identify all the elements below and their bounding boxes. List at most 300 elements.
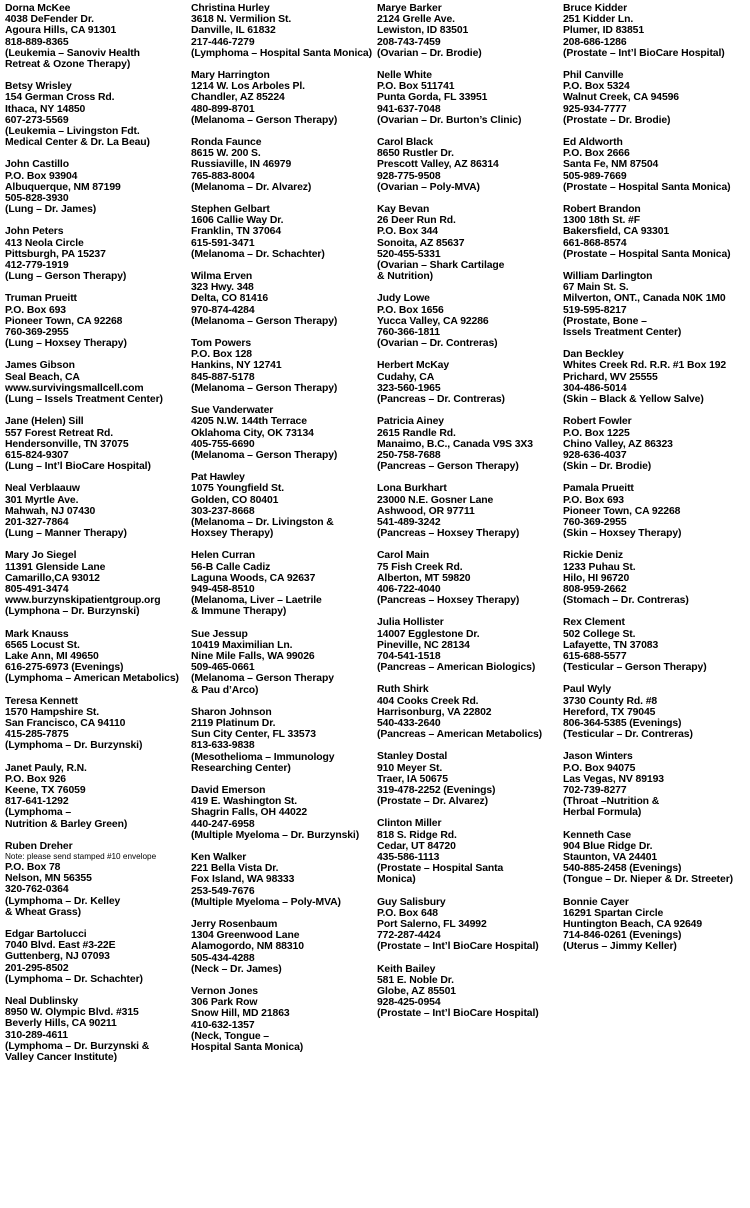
- contact-line: (Lymphona – Dr. Burzynski): [5, 606, 140, 618]
- contact-line: 505-989-7669: [563, 170, 627, 182]
- contact-line: 301 Myrtle Ave.: [5, 494, 79, 506]
- contact-line: 519-595-8217: [563, 304, 627, 316]
- contact-line: Nutrition & Barley Green): [5, 818, 128, 830]
- contact-line: 14007 Egglestone Dr.: [377, 628, 480, 640]
- contact-line: Plumer, ID 83851: [563, 25, 644, 37]
- contact-line: 250-758-7688: [377, 449, 441, 461]
- contact-line: Santa Fe, NM 87504: [563, 159, 659, 171]
- contact-line: Issels Treatment Center): [563, 327, 682, 339]
- contact-entry: [563, 550, 750, 606]
- contact-name: Sue Jessup: [191, 628, 248, 640]
- contact-name: Judy Lowe: [377, 293, 430, 305]
- contact-entry: [5, 841, 191, 918]
- contact-entry: [563, 271, 750, 338]
- contact-line: Ashwood, OR 97711: [377, 505, 475, 517]
- contact-name: Truman Prueitt: [5, 293, 77, 305]
- contact-line: 410-632-1357: [191, 1019, 255, 1031]
- contact-line: 201-327-7864: [5, 516, 69, 528]
- contact-line: 2615 Randle Rd.: [377, 427, 456, 439]
- contact-line: Huntington Beach, CA 92649: [563, 919, 703, 931]
- contact-line: (Skin – Black & Yellow Salve): [563, 394, 704, 406]
- contact-name: Bonnie Cayer: [563, 896, 629, 908]
- contact-line: (Lung – Issels Treatment Center): [5, 394, 163, 406]
- contact-name: Neal Dublinsky: [5, 996, 79, 1008]
- contact-line: Albuquerque, NM 87199: [5, 181, 121, 193]
- contact-entry: [563, 897, 750, 953]
- contact-line: (Lymphoma – Dr. Schachter): [5, 973, 143, 985]
- contact-line: (Melanoma – Dr. Schachter): [191, 248, 325, 260]
- contact-entry: [5, 929, 191, 985]
- contact-line: 581 E. Noble Dr.: [377, 974, 454, 986]
- contact-line: (Prostate – Dr. Brodie): [563, 114, 671, 126]
- contact-line: 8950 W. Olympic Blvd. #315: [5, 1007, 139, 1019]
- contact-line: Lafayette, TN 37083: [563, 639, 659, 651]
- contact-entry: [191, 137, 377, 193]
- contact-line: Medical Center & Dr. La Beau): [5, 137, 150, 149]
- contact-line: 304-486-5014: [563, 382, 627, 394]
- contact-name: Jane (Helen) Sill: [5, 416, 84, 428]
- contact-line: Punta Gorda, FL 33951: [377, 92, 488, 104]
- contact-line: Franklin, TN 37064: [191, 226, 282, 238]
- contact-name: Vernon Jones: [191, 986, 258, 998]
- contact-line: 3730 County Rd. #8: [563, 695, 658, 707]
- contact-line: (Testicular – Dr. Contreras): [563, 729, 693, 741]
- contact-line: (Pancreas – American Biologics): [377, 662, 536, 674]
- contact-line: Delta, CO 81416: [191, 293, 269, 305]
- contact-entry: [191, 785, 377, 841]
- contact-name: Ruben Dreher: [5, 840, 73, 852]
- contact-line: 540-433-2640: [377, 717, 441, 729]
- contact-line: P.O. Box 693: [5, 304, 66, 316]
- contact-line: (Ovarian – Dr. Contreras): [377, 338, 498, 350]
- contact-line: 412-779-1919: [5, 260, 69, 272]
- contact-line: Herbal Formula): [563, 807, 642, 819]
- contact-line: 480-899-8701: [191, 103, 255, 115]
- contact-line: (Pancreas – American Metabolics): [377, 729, 543, 741]
- contact-line: Prescott Valley, AZ 86314: [377, 159, 499, 171]
- contact-name: Stephen Gelbart: [191, 204, 270, 216]
- contact-line: 765-883-8004: [191, 170, 255, 182]
- contact-entry: [563, 3, 750, 59]
- contact-line: (Ovarian – Dr. Burton’s Clinic): [377, 114, 522, 126]
- contact-line: P.O. Box 78: [5, 862, 61, 873]
- contact-line: 970-874-4284: [191, 304, 255, 316]
- contact-line: P.O. Box 344: [377, 226, 438, 238]
- contact-line: Milverton, ONT., Canada N0K 1M0: [563, 293, 726, 305]
- contact-entry: [191, 550, 377, 617]
- directory-column: [563, 3, 750, 1208]
- contact-line: 16291 Spartan Circle: [563, 907, 664, 919]
- contact-entry: [377, 751, 563, 807]
- contact-line: 323-560-1965: [377, 382, 441, 394]
- contact-line: 615-824-9307: [5, 449, 69, 461]
- contact-line: Nelson, MN 56355: [5, 873, 92, 885]
- contact-line: (Prostate – Int’l BioCare Hospital): [377, 1008, 539, 1020]
- contact-line: Alamogordo, NM 88310: [191, 941, 304, 953]
- contact-name: Nelle White: [377, 70, 432, 82]
- contact-line: 509-465-0661: [191, 662, 255, 674]
- contact-line: Sonoita, AZ 85637: [377, 237, 465, 249]
- contact-line: Danville, IL 61832: [191, 25, 276, 37]
- contact-line: 435-586-1113: [377, 852, 440, 863]
- contact-line: (Lung – Hoxsey Therapy): [5, 338, 127, 350]
- contact-name: Marye Barker: [377, 3, 442, 14]
- contact-line: 217-446-7279: [191, 36, 255, 48]
- contact-name: Dorna McKee: [5, 3, 71, 14]
- contact-line: 404 Cooks Creek Rd.: [377, 695, 479, 707]
- contact-entry: [191, 986, 377, 1053]
- contact-entry: [191, 405, 377, 461]
- contact-name: Robert Fowler: [563, 416, 632, 428]
- contact-line: (Skin – Dr. Brodie): [563, 461, 652, 473]
- contact-line: (Lymphoma –: [5, 807, 72, 819]
- contact-name: Mark Knauss: [5, 628, 69, 640]
- contact-entry: [5, 293, 191, 349]
- contact-line: (Uterus – Jimmy Keller): [563, 941, 677, 953]
- contact-line: 540-885-2458 (Evenings): [563, 863, 682, 875]
- contact-line: (Prostate – Hospital Santa Monica): [563, 248, 731, 260]
- contact-entry: [377, 964, 563, 1020]
- contact-line: 8615 W. 200 S.: [191, 148, 261, 160]
- contact-line: Laguna Woods, CA 92637: [191, 572, 316, 584]
- contact-line: (Tongue – Dr. Nieper & Dr. Streeter): [563, 874, 734, 886]
- contact-line: Alberton, MT 59820: [377, 572, 471, 584]
- contact-line: 805-491-3474: [5, 583, 69, 595]
- contact-line: 8650 Rustler Dr.: [377, 148, 454, 160]
- directory-column: [5, 3, 191, 1208]
- contact-line: Pioneer Town, CA 92268: [563, 505, 681, 517]
- contact-name: Jason Winters: [563, 751, 633, 763]
- contact-line: Pittsburgh, PA 15237: [5, 248, 106, 260]
- contact-line: 208-743-7459: [377, 36, 441, 48]
- contact-line: (Leukemia – Livingston Fdt.: [5, 126, 140, 138]
- contact-entry: [5, 3, 191, 70]
- contact-entry: [5, 696, 191, 752]
- contact-entry: [377, 617, 563, 673]
- contact-line: (Skin – Hoxsey Therapy): [563, 528, 682, 540]
- contact-name: Kenneth Case: [563, 829, 632, 841]
- contact-line: Russiaville, IN 46979: [191, 159, 292, 171]
- contact-line: (Lung – Manner Therapy): [5, 528, 127, 540]
- contact-line: Lake Ann, MI 49650: [5, 650, 99, 662]
- contact-line: Hankins, NY 12741: [191, 360, 282, 372]
- contact-line: Valley Cancer Institute): [5, 1052, 117, 1064]
- contact-line: 10419 Maximilian Ln.: [191, 639, 293, 651]
- contact-line: 56-B Calle Cadiz: [191, 561, 271, 573]
- contact-entry: [377, 137, 563, 193]
- contact-name: Neal Verblaauw: [5, 483, 80, 495]
- contact-entry: [377, 818, 563, 885]
- contact-line: 714-846-0261 (Evenings): [563, 930, 682, 942]
- contact-line: 306 Park Row: [191, 997, 258, 1009]
- contact-name: Stanley Dostal: [377, 751, 448, 763]
- contact-name: Herbert McKay: [377, 360, 450, 372]
- contact-line: Hereford, TX 79045: [563, 706, 656, 718]
- contact-line: (Neck, Tongue –: [191, 1030, 269, 1042]
- contact-line: Hoxsey Therapy): [191, 528, 274, 540]
- contact-line: Sun City Center, FL 33573: [191, 729, 316, 741]
- contact-line: (Prostate – Int’l BioCare Hospital): [563, 47, 725, 59]
- contact-name: Pat Hawley: [191, 472, 245, 484]
- contact-entry: [377, 204, 563, 282]
- contact-entry: [5, 416, 191, 472]
- contact-entry: [5, 81, 191, 148]
- contact-line: 2124 Grelle Ave.: [377, 14, 455, 26]
- contact-name: Janet Pauly, R.N.: [5, 762, 87, 774]
- contact-line: (Multiple Myeloma – Dr. Burzynski): [191, 829, 360, 841]
- contact-line: 253-549-7676: [191, 885, 255, 897]
- contact-line: 817-641-1292: [5, 796, 69, 808]
- contact-line: Hendersonville, TN 37075: [5, 438, 129, 450]
- contact-line: (Pancreas – Hoxsey Therapy): [377, 595, 520, 607]
- contact-line: (Ovarian – Poly-MVA): [377, 181, 480, 193]
- contact-line: 1606 Callie Way Dr.: [191, 215, 284, 227]
- contact-line: (Testicular – Gerson Therapy): [563, 662, 707, 674]
- contact-line: 818-889-8365: [5, 36, 69, 48]
- contact-line: 1304 Greenwood Lane: [191, 930, 300, 942]
- contact-line: Ithaca, NY 14850: [5, 103, 86, 115]
- directory-column: [377, 3, 563, 1208]
- contact-line: 4205 N.W. 144th Terrace: [191, 416, 307, 428]
- contact-line: & Wheat Grass): [5, 906, 81, 918]
- contact-line: Oklahoma City, OK 73134: [191, 427, 314, 439]
- contact-line: P.O. Box 2666: [563, 148, 630, 160]
- contact-entry: [377, 684, 563, 740]
- contact-name: Dan Beckley: [563, 349, 624, 361]
- contact-line: 3618 N. Vermilion St.: [191, 14, 292, 26]
- contact-entry: [191, 919, 377, 975]
- contact-line: Chandler, AZ 85224: [191, 92, 285, 104]
- contact-line: 760-369-2955: [563, 516, 627, 528]
- contact-line: & Nutrition): [377, 271, 433, 283]
- contact-line: San Francisco, CA 94110: [5, 717, 126, 729]
- contact-entry: [191, 271, 377, 327]
- contact-line: 6565 Locust St.: [5, 639, 80, 651]
- contact-entry: [563, 483, 750, 539]
- contact-line: Golden, CO 80401: [191, 494, 279, 506]
- contact-entry: [377, 483, 563, 539]
- contact-line: Nine Mile Falls, WA 99026: [191, 650, 315, 662]
- contact-line: (Melanoma – Gerson Therapy: [191, 673, 334, 685]
- contact-line: P.O. Box 94075: [563, 762, 636, 774]
- contact-name: Wilma Erven: [191, 271, 253, 283]
- contact-line: 154 German Cross Rd.: [5, 92, 115, 104]
- contact-line: 661-868-8574: [563, 237, 627, 249]
- contact-line: P.O. Box 648: [377, 907, 438, 919]
- contact-entry: [5, 629, 191, 685]
- contact-name: Patricia Ainey: [377, 416, 444, 428]
- contact-line: Beverly Hills, CA 90211: [5, 1018, 117, 1030]
- contact-line: 1570 Hampshire St.: [5, 706, 100, 718]
- contact-line: P.O. Box 693: [563, 494, 624, 506]
- contact-line: 75 Fish Creek Rd.: [377, 561, 463, 573]
- contact-line: Walnut Creek, CA 94596: [563, 92, 679, 104]
- contact-line: Snow Hill, MD 21863: [191, 1008, 290, 1020]
- contact-name: James Gibson: [5, 360, 75, 372]
- contact-name: Christina Hurley: [191, 3, 270, 14]
- contact-entry: [377, 550, 563, 606]
- contact-name: Betsy Wrisley: [5, 81, 72, 93]
- contact-line: Harrisonburg, VA 22802: [377, 706, 492, 718]
- contact-line: (Throat –Nutrition &: [563, 796, 660, 808]
- contact-line: (Prostate – Hospital Santa Monica): [563, 181, 731, 193]
- contact-line: Shagrin Falls, OH 44022: [191, 807, 308, 819]
- contact-name: Ruth Shirk: [377, 684, 429, 696]
- contact-line: Staunton, VA 24401: [563, 852, 658, 863]
- contact-line: Las Vegas, NV 89193: [563, 773, 664, 785]
- contact-line: Keene, TX 76059: [5, 784, 86, 796]
- contact-entry: [5, 226, 191, 282]
- contact-name: Julia Hollister: [377, 617, 444, 629]
- contact-note: Note: please send stamped #10 envelope: [5, 852, 157, 861]
- contact-line: Traer, IA 50675: [377, 773, 448, 785]
- contact-line: 928-775-9508: [377, 170, 441, 182]
- contact-line: P.O. Box 511741: [377, 81, 455, 93]
- directory-column: [191, 3, 377, 1208]
- contact-line: (Melanoma – Gerson Therapy): [191, 315, 338, 327]
- contact-line: 904 Blue Ridge Dr.: [563, 840, 653, 852]
- contact-line: 949-458-8510: [191, 583, 255, 595]
- contact-entry: [563, 416, 750, 472]
- contact-line: 310-289-4611: [5, 1029, 68, 1041]
- contact-line: (Prostate – Dr. Alvarez): [377, 796, 488, 808]
- contact-line: Pioneer Town, CA 92268: [5, 315, 123, 327]
- contact-name: William Darlington: [563, 271, 653, 283]
- contact-entry: [377, 293, 563, 349]
- contact-name: Kay Bevan: [377, 204, 430, 216]
- contact-line: Agoura Hills, CA 91301: [5, 25, 117, 37]
- contact-line: 2119 Platinum Dr.: [191, 717, 276, 729]
- contact-line: (Lymphoma – Dr. Kelley: [5, 895, 121, 907]
- contact-line: P.O. Box 93904: [5, 170, 78, 182]
- contact-line: Guttenberg, NJ 07093: [5, 951, 110, 963]
- contact-name: Edgar Bartolucci: [5, 929, 87, 941]
- contact-line: 7040 Blvd. East #3-22E: [5, 940, 116, 952]
- contact-name: Mary Jo Siegel: [5, 550, 77, 562]
- contact-name: Paul Wyly: [563, 684, 611, 696]
- contact-line: 406-722-4040: [377, 583, 441, 595]
- contact-entry: [191, 707, 377, 774]
- contact-line: Camarillo,CA 93012: [5, 572, 100, 584]
- contact-line: 323 Hwy. 348: [191, 282, 254, 294]
- contact-line: Whites Creek Rd. R.R. #1 Box 192: [563, 360, 727, 372]
- contact-name: Jerry Rosenbaum: [191, 919, 278, 931]
- contact-line: 251 Kidder Ln.: [563, 14, 634, 26]
- contact-line: (Prostate – Int’l BioCare Hospital): [377, 941, 539, 953]
- contact-line: 520-455-5331: [377, 248, 441, 260]
- contact-line: (Melanoma – Dr. Alvarez): [191, 181, 312, 193]
- contact-line: 845-887-5178: [191, 371, 255, 383]
- contact-line: 67 Main St. S.: [563, 282, 629, 294]
- contact-line: (Melanoma, Liver – Laetrile: [191, 595, 322, 607]
- contact-line: & Pau d’Arco): [191, 684, 259, 696]
- contact-line: 813-633-9838: [191, 740, 255, 752]
- contact-line: 23000 N.E. Gosner Lane: [377, 494, 494, 506]
- contact-line: Fox Island, WA 98333: [191, 874, 295, 886]
- contact-line: P.O. Box 5324: [563, 81, 630, 93]
- contact-line: 201-295-8502: [5, 962, 69, 974]
- contact-line: 505-828-3930: [5, 193, 69, 205]
- contact-name: Clinton Miller: [377, 818, 442, 830]
- contact-line: (Pancreas – Hoxsey Therapy): [377, 528, 520, 540]
- contact-entry: [563, 204, 750, 260]
- contact-name: Pamala Prueitt: [563, 483, 634, 495]
- contact-line: Port Salerno, FL 34992: [377, 919, 487, 931]
- contact-line: Chino Valley, AZ 86323: [563, 438, 673, 450]
- contact-line: 4038 DeFender Dr.: [5, 14, 94, 26]
- contact-name: Bruce Kidder: [563, 3, 628, 14]
- contact-line: Cedar, UT 84720: [377, 840, 456, 852]
- contact-entry: [377, 897, 563, 953]
- contact-entry: [563, 137, 750, 193]
- contact-name: Ed Aldworth: [563, 137, 623, 149]
- contact-line: 319-478-2252 (Evenings): [377, 784, 496, 796]
- contact-line: Yucca Valley, CA 92286: [377, 315, 489, 327]
- contact-line: 928-425-0954: [377, 997, 441, 1009]
- contact-line: 808-959-2662: [563, 583, 627, 595]
- contact-entry: [563, 751, 750, 818]
- contact-line: 541-489-3242: [377, 516, 441, 528]
- contact-name: Carol Black: [377, 137, 434, 149]
- contact-line: (Leukemia – Sanoviv Health: [5, 47, 140, 59]
- contact-line: 502 College St.: [563, 628, 636, 640]
- contact-line: (Stomach – Dr. Contreras): [563, 595, 689, 607]
- contact-name: Sue Vanderwater: [191, 405, 274, 417]
- contact-line: www.survivingsmallcell.com: [5, 382, 144, 394]
- contact-line: 928-636-4037: [563, 449, 627, 461]
- contact-name: Helen Curran: [191, 550, 256, 562]
- contact-line: Retreat & Ozone Therapy): [5, 59, 131, 71]
- contact-entry: [377, 360, 563, 405]
- contact-line: & Immune Therapy): [191, 606, 287, 618]
- contact-line: P.O. Box 926: [5, 773, 66, 785]
- contact-line: 941-637-7048: [377, 103, 441, 115]
- contact-entry: [377, 416, 563, 472]
- contact-line: Bakersfield, CA 93301: [563, 226, 670, 238]
- contact-entry: [563, 70, 750, 126]
- contact-line: (Melanoma – Gerson Therapy): [191, 114, 338, 126]
- contact-line: Hilo, HI 96720: [563, 572, 630, 584]
- contact-line: (Melanoma – Gerson Therapy): [191, 449, 338, 461]
- contact-line: (Lung – Gerson Therapy): [5, 271, 127, 283]
- contact-entry: [191, 204, 377, 260]
- contact-line: www.burzynskipatientgroup.org: [5, 595, 161, 607]
- contact-line: 415-285-7875: [5, 729, 69, 741]
- contact-line: (Lymphoma – Dr. Burzynski): [5, 740, 143, 752]
- contact-line: Prichard, WV 25555: [563, 371, 658, 383]
- contact-line: 505-434-4288: [191, 952, 255, 964]
- contact-name: Teresa Kennett: [5, 695, 78, 707]
- contact-name: Phil Canville: [563, 70, 624, 82]
- contact-entry: [191, 629, 377, 696]
- contact-line: 818 S. Ridge Rd.: [377, 829, 457, 841]
- contact-line: 772-287-4424: [377, 930, 441, 942]
- contact-name: John Castillo: [5, 159, 69, 171]
- contact-name: Mary Harrington: [191, 70, 270, 82]
- contact-entry: [5, 360, 191, 405]
- contact-line: 11391 Glenside Lane: [5, 561, 106, 573]
- contact-entry: [563, 830, 750, 886]
- contact-line: 1300 18th St. #F: [563, 215, 640, 227]
- contact-line: (Lung – Dr. James): [5, 204, 97, 216]
- contact-entry: [5, 996, 191, 1063]
- contact-name: Keith Bailey: [377, 963, 436, 975]
- contact-line: 925-934-7777: [563, 103, 627, 115]
- contact-name: Sharon Johnson: [191, 706, 272, 718]
- contact-name: John Peters: [5, 226, 64, 238]
- contact-line: 1075 Youngfield St.: [191, 483, 284, 495]
- contact-line: (Lung – Int’l BioCare Hospital): [5, 461, 151, 473]
